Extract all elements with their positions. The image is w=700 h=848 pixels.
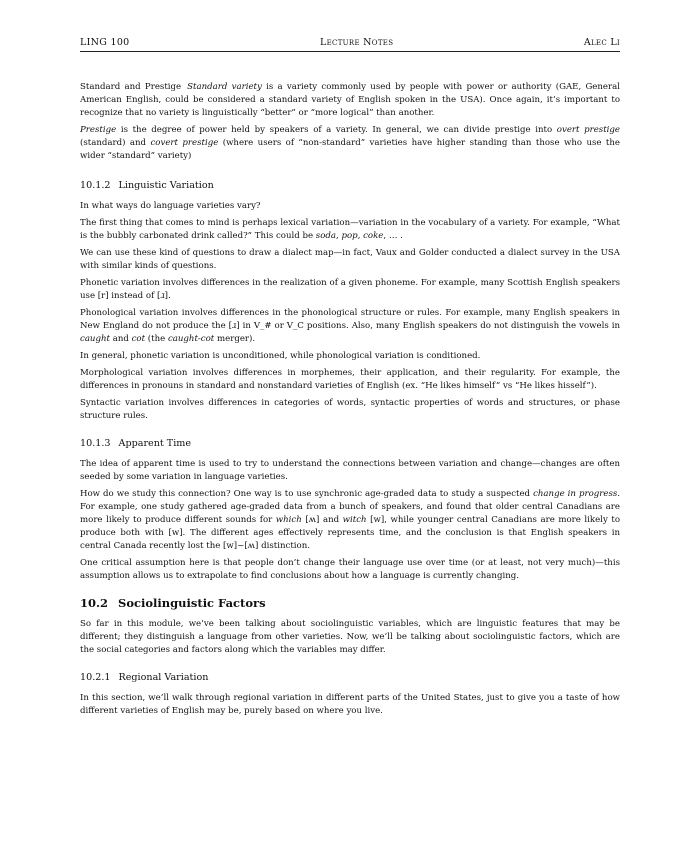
section-heading-apparent-time: 10.1.3 Apparent Time (80, 438, 192, 449)
paragraph: How do we study this connection? One way is to use synchronic age-graded data to study a suspected change in progress. For example, one study gathered age-graded data from a bunch of speakers, and found that older central Canadians are more likely to produce different sounds for which [ʍ] and witch [w], while younger central Canadians are more likely to produce both with [w]. The different ages effectively represents time, and the conclusion is that English speakers in central Canada recently lost the [w]~[ʍ] distinction. (80, 489, 621, 551)
section-heading-linguistic-variation: 10.1.2 Linguistic Variation (80, 180, 214, 191)
prestige-term: Prestige (80, 125, 117, 135)
paragraph: The idea of apparent time is used to try to understand the connections between variation and change—changes are often seeded by some variation in language varieties. (80, 459, 620, 482)
paragraph: In what ways do language varieties vary? (80, 201, 261, 211)
document-body (80, 81, 620, 722)
paragraph: So far in this module, we’ve been talking about sociolinguistic variables, which are linguistic features that may be different; they distinguish a language from other varieties. Now, we’ll be talking about sociolinguistic factors, which are the social categories and factors along which the variables may differ. (80, 619, 620, 655)
paragraph: Morphological variation involves differences in morphemes, their application, and their regularity. For example, the differences in pronouns in standard and nonstandard varieties of English (ex. “He likes himself” vs “He likes hisself”). (80, 368, 620, 391)
paragraph: We can use these kind of questions to draw a dialect map—in fact, Vaux and Golder conducted a dialect survey in the USA with similar kinds of questions. (80, 248, 620, 271)
page-header (80, 37, 620, 52)
paragraph: One critical assumption here is that people don’t change their language use over time (or at least, not very much)—this assumption allows us to extrapolate to find conclusions about how a language is currently changing. (80, 558, 620, 581)
paragraph: In this section, we’ll walk through regional variation in different parts of the United States, just to give you a taste of how different varieties of English may be, purely based on where you live. (80, 693, 620, 716)
standard-paragraph: Standard and Prestige Standard variety is a variety commonly used by people with power or authority (GAE, General American English, could be considered a standard variety of English spoken in the USA). Once again, it’s important to recognize that no variety is linguistically “better” or “more logical” than another. (80, 82, 620, 118)
paragraph: Phonological variation involves differences in the phonological structure or rules. For example, many English speakers in New England do not produce the [ɹ] in V_# or V_C positions. Also, many English speakers do not distinguish the vowels in caught and cot (the caught-cot merger). (80, 308, 620, 344)
header-course: LING 100 (80, 37, 130, 48)
paragraph: In general, phonetic variation is unconditioned, while phonological variation is conditioned. (80, 351, 481, 361)
header-author: Alec Li (583, 37, 620, 48)
section-heading-sociolinguistic-factors: 10.2 Sociolinguistic Factors (80, 596, 266, 610)
standard-runin-heading: Standard and Prestige (80, 82, 182, 92)
prestige-paragraph: Prestige is the degree of power held by speakers of a variety. In general, we can divide prestige into overt prestige (standard) and covert prestige (where users of “non-standard” varieties have higher standing than those who use the wider “standard” variety) (80, 125, 620, 161)
paragraph: Syntactic variation involves differences in categories of words, syntactic properties of words and structures, or phase structure rules. (80, 398, 620, 421)
header-doc-title: Lecture Notes (320, 37, 394, 48)
standard-term: Standard variety (187, 82, 262, 92)
section-heading-regional-variation: 10.2.1 Regional Variation (80, 672, 209, 683)
paragraph: Phonetic variation involves differences in the realization of a given phoneme. For example, many Scottish English speakers use [r] instead of [ɹ]. (80, 278, 620, 301)
paragraph: The first thing that comes to mind is perhaps lexical variation—variation in the vocabulary of a variety. For example, “What is the bubbly carbonated drink called?” This could be soda, pop, coke, … . (80, 218, 620, 241)
